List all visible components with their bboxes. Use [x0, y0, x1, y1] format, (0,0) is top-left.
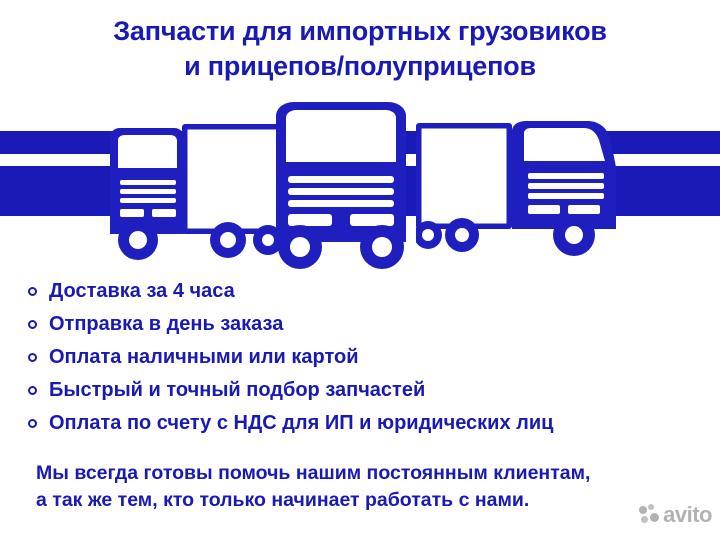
page-title [0, 14, 720, 83]
list-item [28, 313, 694, 336]
list-item-label: Отправка в день заказа [49, 313, 284, 335]
list-item [28, 280, 694, 303]
avito-watermark [639, 502, 712, 528]
avito-logo-icon [639, 504, 661, 526]
footer-line-2: а так же тем, кто только начинает работать с нами. [36, 489, 530, 512]
list-item [28, 379, 694, 402]
list-item-label: Оплата по счету с НДС для ИП и юридических лиц [49, 412, 554, 434]
list-item-label: Доставка за 4 часа [49, 280, 235, 302]
bullet-dot-icon [28, 353, 37, 362]
list-item [28, 412, 694, 435]
footer-message [36, 460, 696, 515]
list-item-label: Оплата наличными или картой [49, 346, 359, 368]
list-item [28, 346, 694, 369]
truck-center-icon [266, 92, 416, 272]
truck-left-icon [96, 102, 286, 272]
trucks-illustration [96, 92, 624, 272]
features-list [28, 280, 694, 445]
footer-line-1: Мы всегда готовы помочь нашим постоянным клиентам, [36, 462, 591, 484]
bullet-dot-icon [28, 320, 37, 329]
headline-line-1: Запчасти для импортных грузовиков [113, 16, 607, 46]
headline-line-2: и прицепов/полуприцепов [184, 50, 536, 81]
list-item-label: Быстрый и точный подбор запчастей [49, 379, 426, 401]
bullet-dot-icon [28, 287, 37, 296]
bullet-dot-icon [28, 386, 37, 395]
truck-right-icon [416, 97, 624, 272]
bullet-dot-icon [28, 419, 37, 428]
avito-watermark-label: avito [663, 502, 712, 527]
